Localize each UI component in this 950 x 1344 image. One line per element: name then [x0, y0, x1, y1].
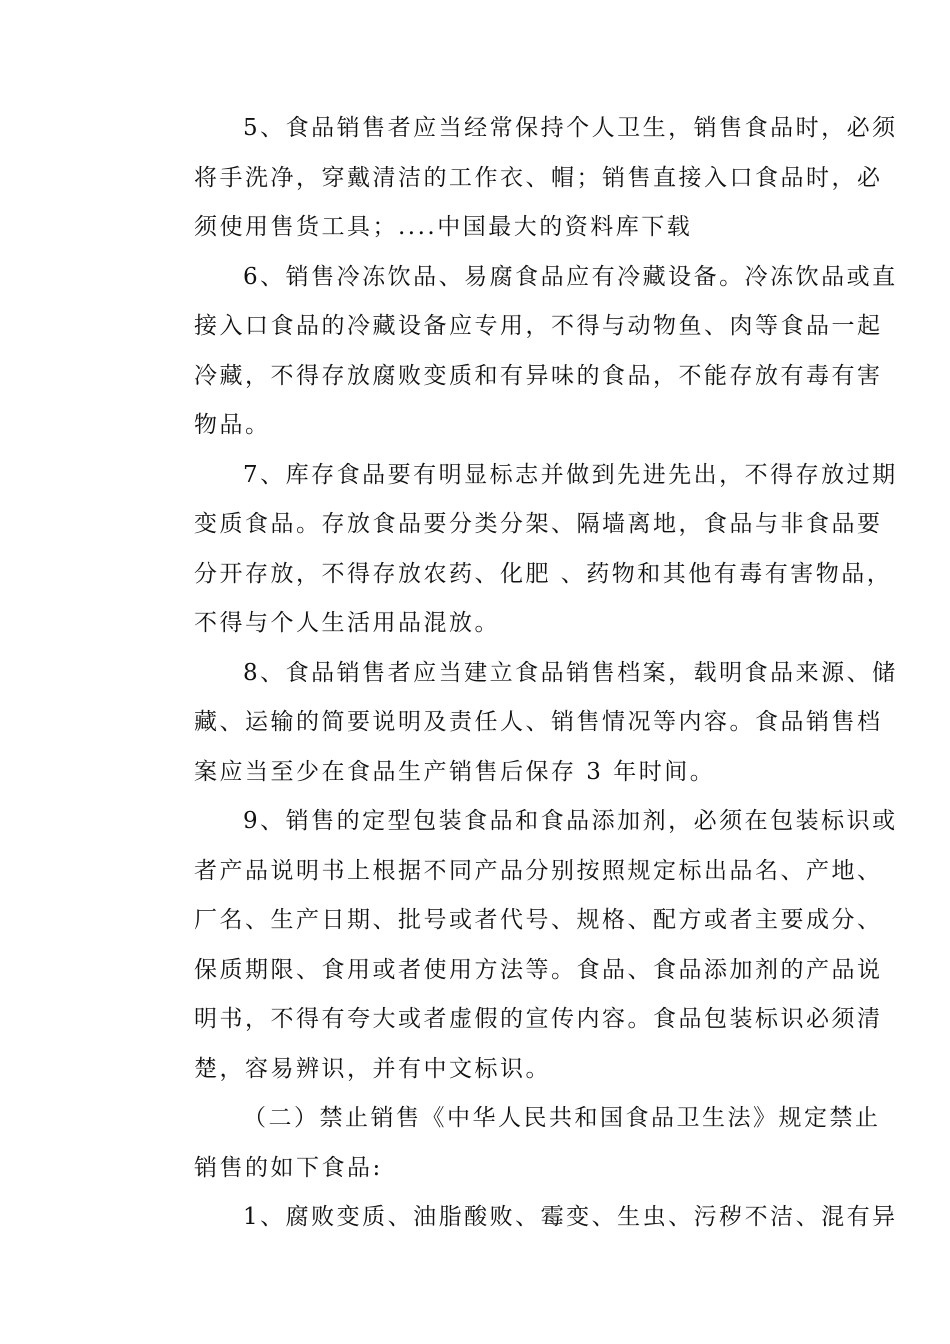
text-line: 楚，容易辨识，并有中文标识。 — [194, 1055, 551, 1082]
paragraph-item-8 — [145, 649, 898, 798]
text-line: 物品。 — [194, 412, 271, 438]
text-line: 须使用售货工具；....中国最大的资料库下载 — [194, 214, 693, 240]
text-line: 6、销售冷冻饮品、易腐食品应有冷藏设备。冷冻饮品或直 — [243, 263, 898, 290]
text-line: （二）禁止销售《中华人民共和国食品卫生法》规定禁止 — [243, 1105, 881, 1131]
paragraph-prohibited-item-1 — [145, 1193, 898, 1243]
text-line: 1、腐败变质、油脂酸败、霉变、生虫、污秽不洁、混有异 — [243, 1204, 898, 1230]
text-line: 变质食品。存放食品要分类分架、隔墙离地，食品与非食品要 — [194, 511, 883, 537]
text-line: 5、食品销售者应当经常保持个人卫生，销售食品时，必须 — [243, 115, 898, 141]
text-line: 厂名、生产日期、批号或者代号、规格、配方或者主要成分、 — [194, 907, 883, 933]
text-line: 藏、运输的简要说明及责任人、销售情况等内容。食品销售档 — [194, 709, 883, 735]
paragraph-item-5 — [145, 104, 898, 253]
text-line: 保质期限、食用或者使用方法等。食品、食品添加剂的产品说 — [194, 956, 883, 983]
text-line: 销售的如下食品: — [194, 1154, 383, 1181]
paragraph-item-7 — [145, 451, 898, 649]
text-line: 明书，不得有夸大或者虚假的宣传内容。食品包装标识必须清 — [194, 1006, 883, 1032]
text-line: 9、销售的定型包装食品和食品添加剂，必须在包装标识或 — [243, 808, 898, 834]
text-line: 7、库存食品要有明显标志并做到先进先出，不得存放过期 — [243, 461, 898, 488]
text-line: 案应当至少在食品生产销售后保存 3 年时间。 — [194, 758, 716, 785]
paragraph-item-6 — [145, 253, 898, 451]
text-line: 接入口食品的冷藏设备应专用，不得与动物鱼、肉等食品一起 — [194, 313, 883, 339]
text-line: 者产品说明书上根据不同产品分别按照规定标出品名、产地、 — [194, 857, 883, 884]
paragraph-item-9 — [145, 797, 898, 1094]
text-line: 分开存放，不得存放农药、化肥 、药物和其他有毒有害物品， — [194, 560, 893, 587]
section-heading-prohibited-sales — [145, 1094, 881, 1193]
text-line: 将手洗净，穿戴清洁的工作衣、帽；销售直接入口食品时，必 — [194, 164, 883, 191]
text-line: 不得与个人生活用品混放。 — [194, 610, 500, 636]
document-body — [145, 104, 898, 1243]
text-line: 冷藏，不得存放腐败变质和有异味的食品，不能存放有毒有害 — [194, 362, 883, 389]
text-line: 8、食品销售者应当建立食品销售档案，载明食品来源、储 — [243, 659, 898, 686]
